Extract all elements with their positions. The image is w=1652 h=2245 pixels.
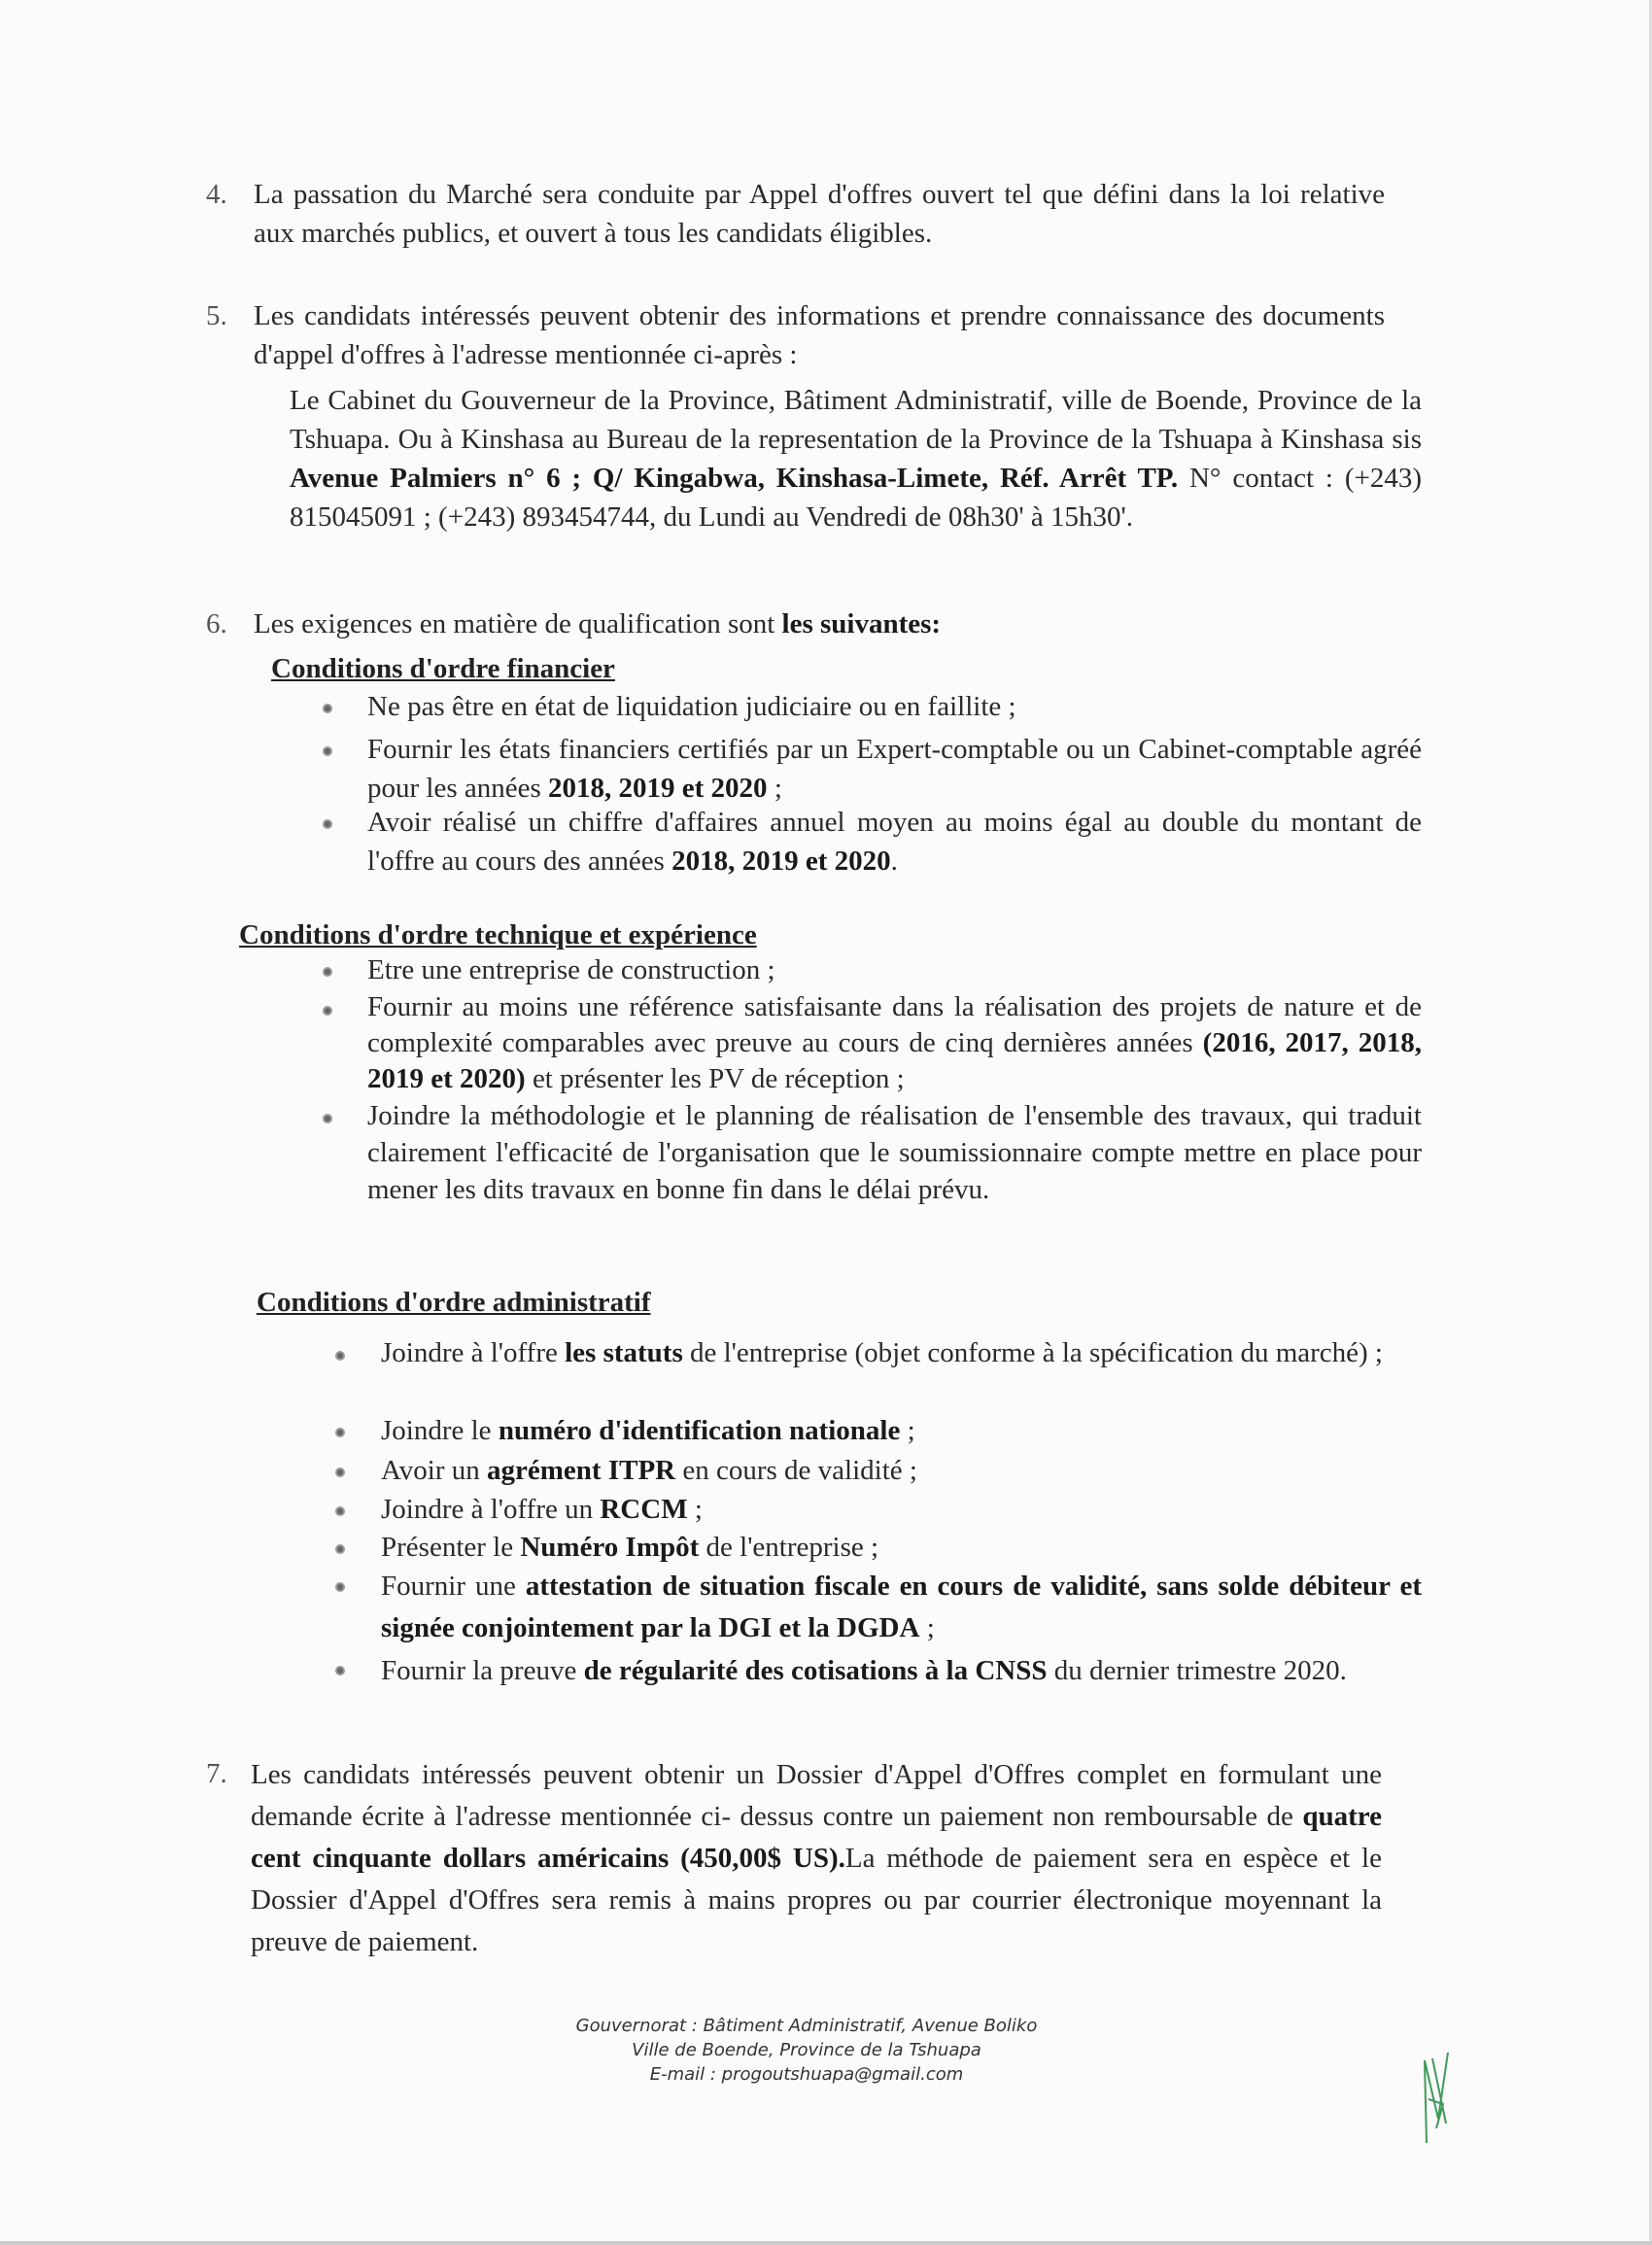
text: Fournir les états financiers certifiés par un Expert-comptable ou un Cabinet-comptable agréé pour les années <box>367 734 1422 804</box>
text: ; <box>767 773 782 804</box>
list-item <box>381 1490 1422 1529</box>
text: Les candidats intéressés peuvent obtenir un Dossier d'Appel d'Offres complet en formulant une demande écrite à l'adresse mentionnée ci- dessus contre un paiement non remboursable de <box>251 1759 1382 1832</box>
paragraph-item-4: La passation du Marché sera conduite par Appel d'offres ouvert tel que défini dans la loi relative aux marchés publics, et ouvert à tous les candidats éligibles. <box>254 179 1385 249</box>
years: 2018, 2019 et 2020 <box>671 846 891 877</box>
text: ; <box>687 1494 703 1525</box>
text: Joindre à l'offre un <box>381 1494 601 1525</box>
signature-initials <box>1419 2051 1458 2148</box>
list-item <box>367 989 1422 1097</box>
bullet-icon <box>335 1428 345 1437</box>
bullet-icon <box>335 1506 345 1516</box>
intro-bold: les suivantes: <box>781 608 942 639</box>
bold: agrément ITPR <box>487 1455 676 1486</box>
text: Fournir une <box>381 1571 526 1602</box>
heading-administrative: Conditions d'ordre administratif <box>257 1287 651 1318</box>
footer-address-line-2: Ville de Boende, Province de la Tshuapa <box>632 2040 981 2060</box>
bullet-icon <box>323 704 332 713</box>
bullet-icon <box>335 1544 345 1554</box>
paragraph-item-5: Les candidats intéressés peuvent obtenir des informations et prendre connaissance des documents d'appel d'offres à l'adresse mentionnée ci-après : <box>254 300 1385 370</box>
address-bold: Avenue Palmiers n° 6 ; Q/ Kingabwa, Kinshasa-Limete, Réf. Arrêt TP. <box>290 463 1179 494</box>
text: Fournir la preuve <box>381 1655 584 1686</box>
bold: numéro d'identification nationale <box>498 1415 901 1446</box>
bold: RCCM <box>600 1494 688 1525</box>
heading-technical: Conditions d'ordre technique et expérience <box>239 919 757 950</box>
text: ; <box>900 1415 915 1446</box>
list-item: Ne pas être en état de liquidation judiciaire ou en faillite ; <box>367 691 1016 722</box>
bullet-icon <box>335 1468 345 1477</box>
heading-financial: Conditions d'ordre financier <box>271 653 615 684</box>
bullet-icon <box>323 967 332 977</box>
list-item <box>381 1411 1422 1450</box>
list-item <box>381 1451 1422 1490</box>
bullet-icon <box>323 746 332 756</box>
contact-text: N° contact : (+243) 815045091 ; (+243) 893454744, du Lundi au Vendredi de 08h30' à 15h30'. <box>290 463 1422 533</box>
text: Joindre à l'offre <box>381 1337 566 1368</box>
address-text: Le Cabinet du Gouverneur de la Province, Bâtiment Administratif, ville de Boende, Province de la Tshuapa. Ou à Kinshasa au Bureau de la representation de la Province de la Tshuapa à Kinshasa sis <box>290 385 1422 455</box>
item-number: 7. <box>206 1758 227 1789</box>
bullet-icon <box>323 1114 332 1123</box>
list-item <box>367 730 1422 808</box>
text: de l'entreprise (objet conforme à la spécification du marché) ; <box>682 1337 1383 1368</box>
footer-address-line-1: Gouvernorat : Bâtiment Administratif, Avenue Boliko <box>575 2016 1038 2036</box>
text: de l'entreprise ; <box>699 1532 879 1563</box>
text: Fournir au moins une référence satisfaisante dans la réalisation des projets de nature et de complexité comparables avec preuve au cours de cinq dernières années <box>367 991 1422 1058</box>
list-item <box>381 1334 1422 1371</box>
item-number: 4. <box>206 179 227 210</box>
text: du dernier trimestre 2020. <box>1047 1655 1347 1686</box>
scan-bottom-edge <box>0 2241 1652 2245</box>
bold: de régularité des cotisations à la CNSS <box>583 1655 1048 1686</box>
bullet-icon <box>335 1666 345 1675</box>
list-item: Etre une entreprise de construction ; <box>367 954 775 985</box>
text: en cours de validité ; <box>675 1455 917 1486</box>
years: (2016, 2017, 2018, 2019 et 2020) <box>367 1027 1422 1094</box>
paragraph-item-6 <box>254 604 1385 643</box>
list-item <box>381 1528 1422 1567</box>
bullet-icon <box>323 819 332 829</box>
price: quatre cent cinquante dollars américains (450,00$ US). <box>251 1801 1382 1874</box>
list-item: Joindre la méthodologie et le planning de réalisation de l'ensemble des travaux, qui traduit clairement l'efficacité de l'organisation que le soumissionnaire compte mettre en place pour mener les dits travaux en bonne fin dans le délai prévu. <box>367 1100 1422 1205</box>
bullet-icon <box>335 1582 345 1592</box>
text: . <box>890 846 898 877</box>
text: Présenter le <box>381 1532 521 1563</box>
intro-text: Les exigences en matière de qualification sont <box>254 608 782 639</box>
list-item <box>381 1566 1422 1649</box>
bullet-icon <box>335 1351 345 1361</box>
bullet-icon <box>323 1006 332 1016</box>
text: Avoir un <box>381 1455 488 1486</box>
bold: les statuts <box>565 1337 683 1368</box>
list-item <box>367 803 1422 881</box>
list-item <box>381 1649 1422 1692</box>
item-number: 6. <box>206 608 227 639</box>
bold: Numéro Impôt <box>520 1532 700 1563</box>
years: 2018, 2019 et 2020 <box>548 773 768 804</box>
footer-email: E-mail : progoutshuapa@gmail.com <box>649 2064 964 2085</box>
text: La méthode de paiement sera en espèce et le Dossier d'Appel d'Offres sera remis à mains propres ou par courrier électronique moyennant la preuve de paiement. <box>251 1843 1382 1957</box>
text: Avoir réalisé un chiffre d'affaires annuel moyen au moins égal au double du montant de l'offre au cours des années <box>367 807 1422 877</box>
text: ; <box>919 1612 935 1643</box>
paragraph-item-7 <box>251 1754 1382 1963</box>
address-block <box>290 381 1422 536</box>
text: et présenter les PV de réception ; <box>525 1063 905 1094</box>
text: Joindre le <box>381 1415 499 1446</box>
item-number: 5. <box>206 300 227 331</box>
bold: attestation de situation fiscale en cours de validité, sans solde débiteur et signée conjointement par la DGI et la DGDA <box>381 1571 1422 1643</box>
